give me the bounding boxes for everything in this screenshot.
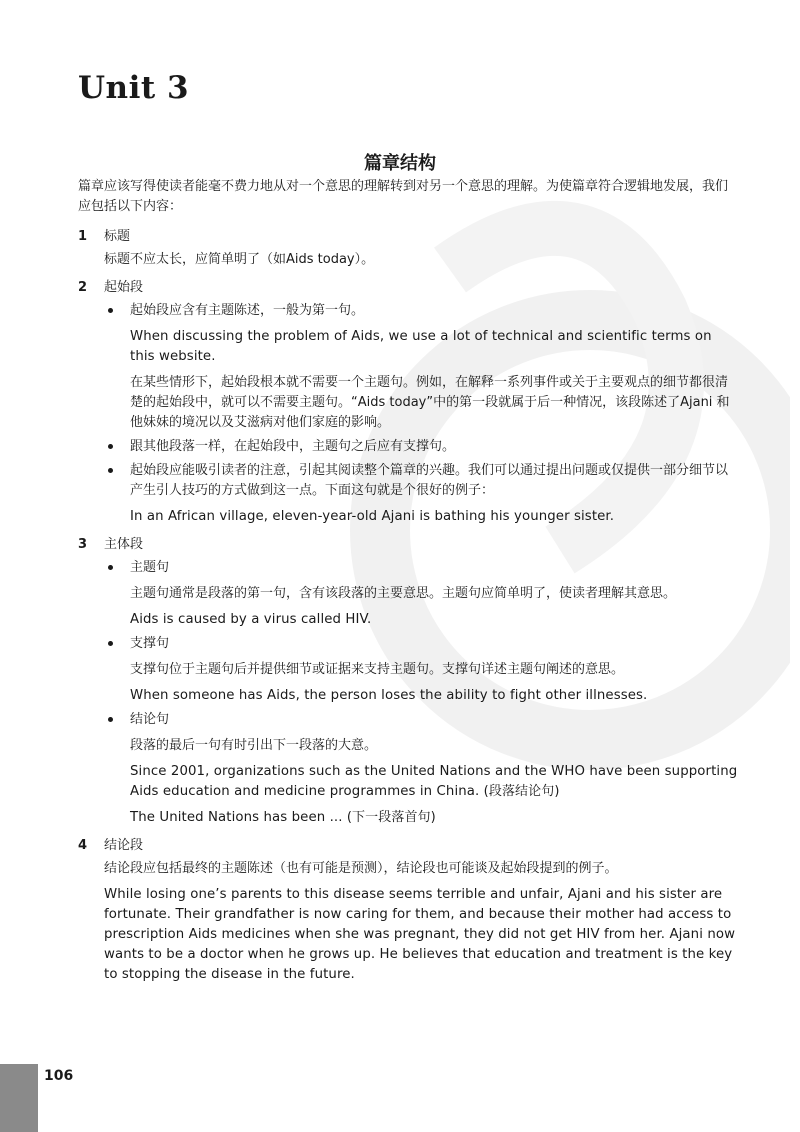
page-content	[78, 177, 738, 985]
section-1-body	[78, 250, 738, 270]
example-text: Since 2001, organizations such as the United Nations and the WHO have been supporting Aids education and medicine programmes in China.	[130, 764, 738, 799]
section-4-body	[78, 859, 738, 985]
bullet-icon	[108, 565, 113, 570]
example-sentence	[130, 762, 738, 802]
section-title: 篇章结构	[364, 153, 436, 174]
unit-title: Unit 3	[78, 70, 190, 106]
bullet-text: 段落的最后一句有时引出下一段落的大意。	[130, 738, 378, 753]
intro-paragraph: 篇章应该写得使读者能毫不费力地从对一个意思的理解转到对另一个意思的理解。为使篇章符合逻辑地发展，我们应包括以下内容：	[78, 179, 729, 214]
bullet-text: 主题句通常是段落的第一句，含有该段落的主要意思。主题句应简单明了，使读者理解其意思。	[130, 586, 677, 601]
example-sentence: When someone has Aids, the person loses the ability to fight other illnesses.	[130, 688, 648, 703]
section-1-heading	[78, 225, 738, 244]
section-4-number: 4	[78, 838, 88, 853]
section-2-bullet-3	[104, 461, 738, 527]
section-1-label: 标题	[104, 229, 131, 244]
bullet-icon	[108, 641, 113, 646]
section-4-text: 结论段应包括最终的主题陈述（也有可能是预测），结论段也可能谈及起始段提到的例子。	[104, 861, 618, 876]
bullet-icon	[108, 717, 113, 722]
section-1-number: 1	[78, 229, 88, 244]
example-sentence: Aids is caused by a virus called HIV.	[130, 612, 372, 627]
bullet-text: 起始段应含有主题陈述，一般为第一句。	[130, 303, 365, 318]
section-3-heading	[78, 533, 738, 552]
section-2-body	[78, 301, 738, 527]
section-3-label: 主体段	[104, 537, 144, 552]
bullet-text: 支撑句位于主题句后并提供细节或证据来支持主题句。支撑句详述主题句阐述的意思。	[130, 662, 625, 677]
page-number: 106	[44, 1068, 74, 1084]
section-3-bullet-1	[104, 558, 738, 630]
section-3-bullet-3	[104, 710, 738, 828]
section-2-number: 2	[78, 280, 88, 295]
section-3-bullet-2	[104, 634, 738, 706]
bullet-icon	[108, 468, 113, 473]
section-1-text: 标题不应太长，应简单明了（如Aids today）。	[104, 252, 375, 267]
example-sentence	[130, 808, 738, 828]
example-paragraph: While losing one’s parents to this disease seems terrible and unfair, Ajani and his sister are fortunate. Their grandfather is now caring for them, and because their mother had access to prescription Aids medicines when she was pregnant, they did not get HIV from her. Ajani now wants to be a doctor when he grows up. He believes that education and treatment is the key to stopping the disease in the future.	[104, 887, 736, 982]
section-2-bullet-2	[104, 437, 738, 457]
example-text: The United Nations has been ...	[130, 810, 343, 825]
section-4-label: 结论段	[104, 838, 144, 853]
page-tab	[0, 1064, 38, 1132]
example-sentence: When discussing the problem of Aids, we use a lot of technical and scientific terms on this website.	[130, 329, 712, 364]
bullet-note: 在某些情形下，起始段根本就不需要一个主题句。例如，在解释一系列事件或关于主要观点的细节都很清楚的起始段中，就可以不需要主题句。“Aids today”中的第一段就属于后一种情况，该段陈述了Ajani 和他妹妹的境况以及艾滋病对他们家庭的影响。	[130, 375, 730, 430]
bullet-label: 结论句	[130, 712, 170, 727]
example-note: (段落结论句)	[483, 784, 560, 799]
bullet-label: 支撑句	[130, 636, 170, 651]
bullet-text: 跟其他段落一样，在起始段中，主题句之后应有支撑句。	[130, 439, 456, 454]
bullet-icon	[108, 444, 113, 449]
example-note: (下一段落首句)	[346, 810, 436, 825]
bullet-label: 主题句	[130, 560, 170, 575]
section-2-heading	[78, 276, 738, 295]
section-3-number: 3	[78, 537, 88, 552]
section-3-body	[78, 558, 738, 828]
example-sentence: In an African village, eleven-year-old Ajani is bathing his younger sister.	[130, 509, 615, 524]
section-2-label: 起始段	[104, 280, 144, 295]
section-2-bullet-1	[104, 301, 738, 433]
bullet-icon	[108, 308, 113, 313]
bullet-text: 起始段应能吸引读者的注意，引起其阅读整个篇章的兴趣。我们可以通过提出问题或仅提供一部分细节以产生引人技巧的方式做到这一点。下面这句就是个很好的例子：	[130, 463, 729, 498]
section-4-heading	[78, 834, 738, 853]
